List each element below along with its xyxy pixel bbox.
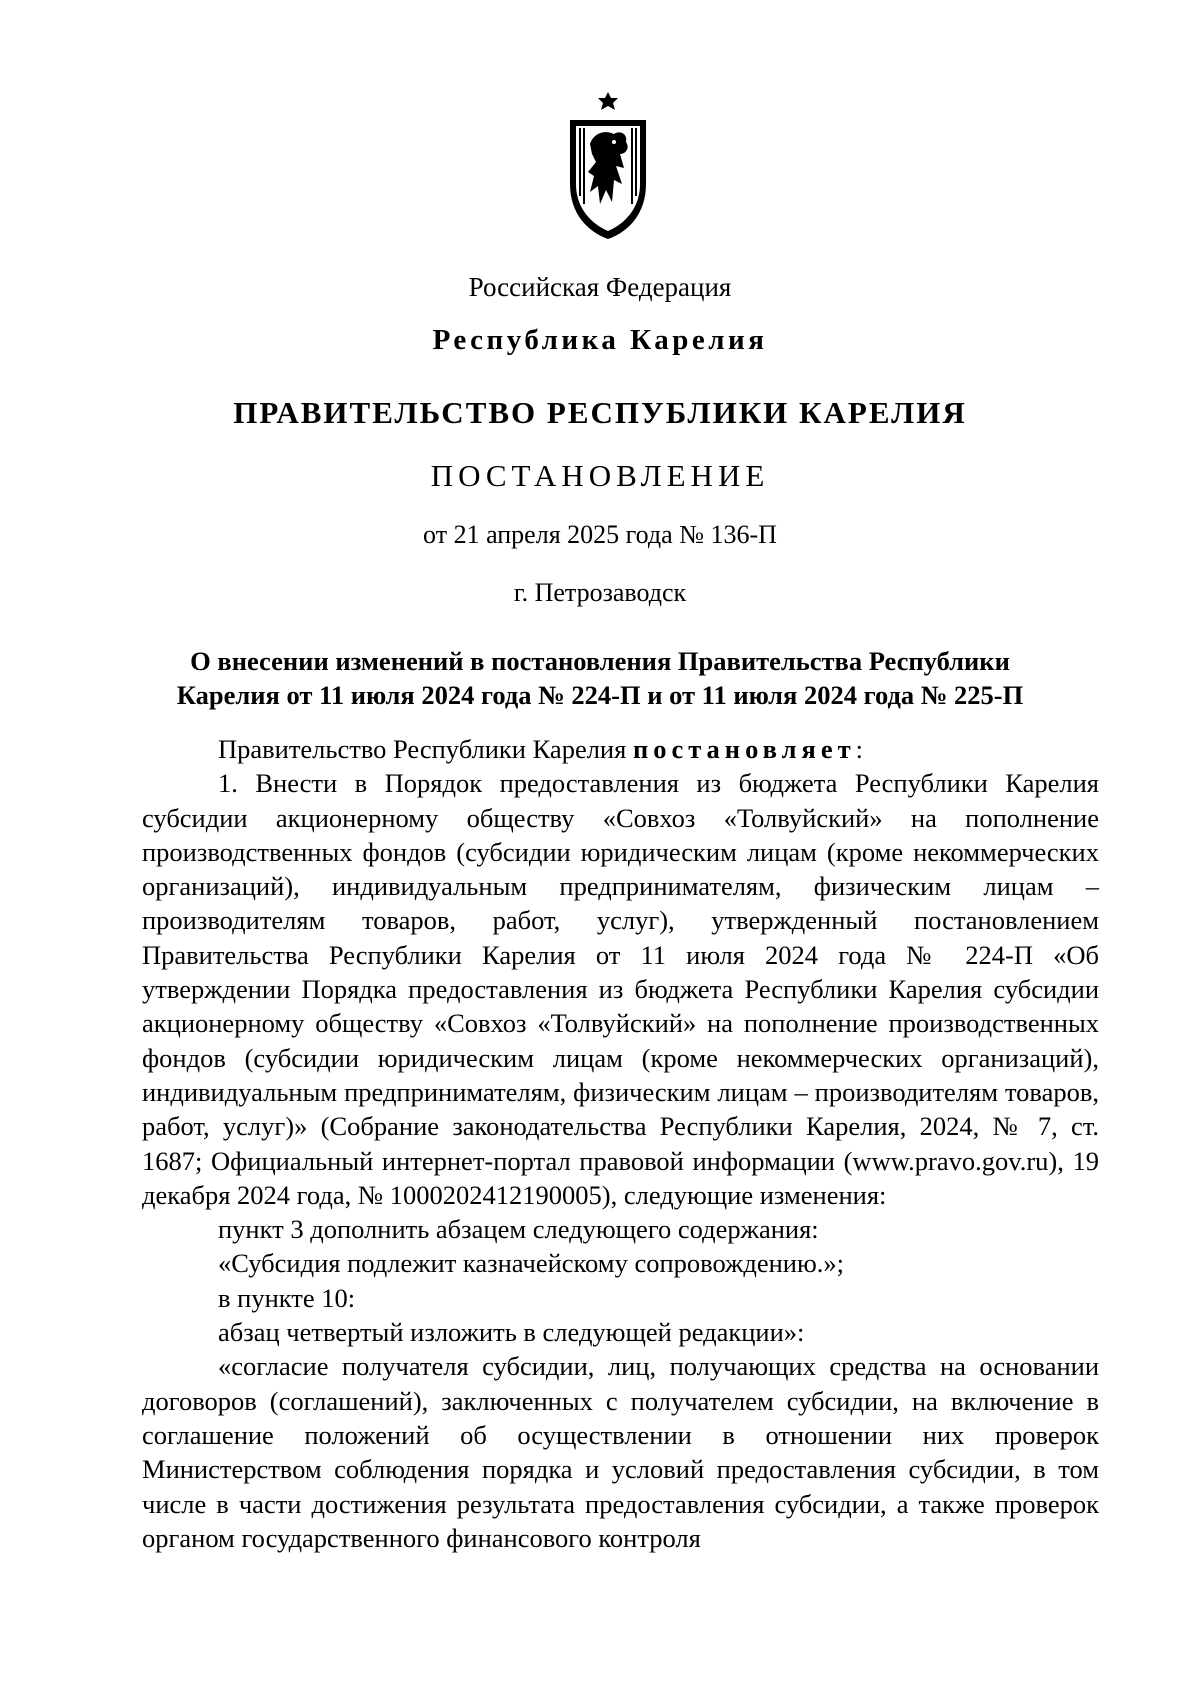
- document-city: г. Петрозаводск: [513, 578, 687, 607]
- country-name: Российская Федерация: [468, 272, 732, 302]
- document-type: ПОСТАНОВЛЕНИЕ: [430, 458, 770, 493]
- republic-name: Республика Карелия: [432, 324, 768, 356]
- government-name: ПРАВИТЕЛЬСТВО РЕСПУБЛИКИ КАРЕЛИЯ: [233, 395, 967, 430]
- paragraph-consent: «согласие получателя субсидии, лиц, получающих средства на основании договоров (соглашений), заключенных с получателем субсидии, на включение в соглашение положений об осуществлении в отношении них проверок Министерством соблюдения порядка и условий предоставления субсидии, в том числе в части достижения результата предоставления субсидии, а также проверок органом государственного финансового контроля: [142, 1351, 1099, 1553]
- document-title-line-2: Карелия от 11 июля 2024 года № 224-П и от 11 июля 2024 года № 225-П: [176, 680, 1024, 710]
- preamble-end: :: [855, 734, 863, 764]
- preamble-text: Правительство Республики Карелия: [218, 734, 633, 764]
- karelia-coat-of-arms-icon: [564, 92, 652, 240]
- document-title: [0, 644, 1200, 712]
- document-body: [142, 732, 1099, 1555]
- paragraph-point-10: в пункте 10:: [218, 1282, 356, 1313]
- paragraph-quote: «Субсидия подлежит казначейскому сопровождению.»;: [218, 1248, 845, 1279]
- document-date-number: от 21 апреля 2025 года № 136-П: [423, 520, 777, 549]
- preamble-verb: постановляет: [632, 734, 856, 764]
- paragraph-point-3: пункт 3 дополнить абзацем следующего содержания:: [218, 1214, 819, 1245]
- preamble: [142, 732, 1099, 766]
- paragraph-item-1: 1. Внести в Порядок предоставления из бюджета Республики Карелия субсидии акционерному обществу «Совхоз «Толвуйский» на пополнение производственных фондов (субсидии юридическим лицам (кроме некоммерческих организаций), индивидуальным предпринимателям, физическим лицам – производителям товаров, работ, услуг), утвержденный постановлением Правительства Республики Карелия от 11 июля 2024 года № 224-П «Об утверждении Порядка предоставления из бюджета Республики Карелия субсидии акционерному обществу «Совхоз «Толвуйский» на пополнение производственных фондов (субсидии юридическим лицам (кроме некоммерческих организаций), индивидуальным предпринимателям, физическим лицам – производителям товаров, работ, услуг)» (Собрание законодательства Республики Карелия, 2024, № 7, ст. 1687; Официальный интернет-портал правовой информации (www.pravo.gov.ru), 19 декабря 2024 года, № 1000202412190005), следующие изменения:: [142, 768, 1099, 1210]
- document-title-line-1: О внесении изменений в постановления Правительства Республики: [190, 646, 1010, 676]
- paragraph-abzac-4: абзац четвертый изложить в следующей редакции»:: [218, 1317, 805, 1348]
